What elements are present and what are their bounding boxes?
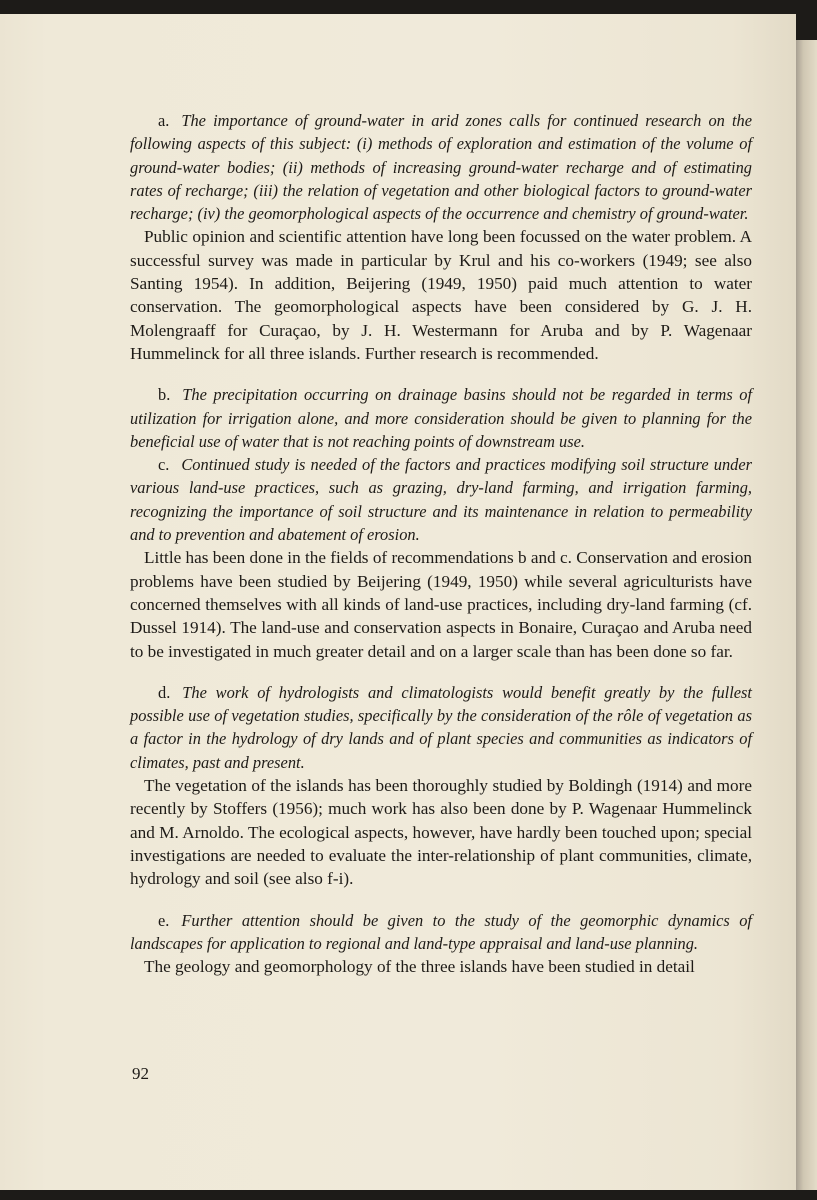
recommendation-d: [130, 681, 752, 774]
body-paragraph: Public opinion and scientific attention have long been focussed on the water problem. A successful survey was made in particular by Krul and his co-workers (1949; see also Santing 1954). In addition, Beijering (1949, 1950) paid much attention to water conservation. The geomorphological aspects have been considered by G. J. H. Molengraaff for Curaçao, by J. H. Westermann for Aruba and by P. Wagenaar Hummelinck for all three islands. Further research is recommended.: [130, 227, 752, 363]
body-paragraph: Little has been done in the fields of recommendations b and c. Conservation and erosion problems have been studied by Beijering (1949, 1950) while several agriculturists have concerned themselves with all kinds of land-use practices, including dry-land farming (cf. Dussel 1914). The land-use and conservation aspects in Bonaire, Curaçao and Aruba need to be investigated in much greater detail and on a larger scale than has been done so far.: [130, 548, 752, 661]
body-paragraph: The vegetation of the islands has been thoroughly studied by Boldingh (1914) and more recently by Stoffers (1956); much work has also been done by P. Wagenaar Hummelinck and M. Arnoldo. The ecological aspects, however, have hardly been touched upon; special investigations are needed to evaluate the inter-relationship of plant communities, climate, hydrology and soil (see also f-i).: [130, 776, 752, 889]
recommendation-text: The precipitation occurring on drainage basins should not be regarded in terms of utilization for irrigation alone, and more consideration should be given to planning for the beneficial use of water that is not reaching points of downstream use.: [130, 385, 752, 451]
recommendation-a: [130, 109, 752, 225]
recommendation-text: Continued study is needed of the factors and practices modifying soil structure under various land-use practices, such as grazing, dry-land farming, and irrigation farming, recognizing the importance of soil structure and its maintenance in relation to permeability and to prevention and abatement of erosion.: [130, 455, 752, 545]
recommendation-e: [130, 909, 752, 956]
recommendation-text: The work of hydrologists and climatologists would benefit greatly by the fullest possible use of vegetation studies, specifically by the consideration of the rôle of vegetation as a factor in the hydrology of dry lands and of plant species and communities as indicators of climates, past and present.: [130, 682, 752, 772]
recommendation-text: Further attention should be given to the study of the geomorphic dynamics of landscapes for application to regional and land-type appraisal and land-use planning.: [130, 910, 752, 953]
recommendation-letter: b.: [158, 385, 171, 405]
recommendation-letter: d.: [158, 682, 171, 702]
recommendation-letter: e.: [158, 910, 170, 930]
body-paragraph: The geology and geomorphology of the three islands have been studied in detail: [144, 957, 695, 977]
recommendation-b: [130, 383, 752, 453]
recommendation-text: The importance of ground-water in arid zones calls for continued research on the following aspects of this subject: (i) methods of exploration and estimation of the volume of ground-water bodies; (ii) methods of increasing ground-water recharge and of estimating rates of recharge; (iii) the relation of vegetation and other biological factors to ground-water recharge; (iv) the geomorphological aspects of the occurrence and chemistry of ground-water.: [130, 111, 752, 224]
page-number: 92: [132, 1064, 149, 1083]
page-text: [130, 109, 752, 978]
next-page-edge: [796, 40, 817, 1190]
recommendation-letter: a.: [158, 111, 170, 130]
recommendation-c: [130, 453, 752, 546]
recommendation-letter: c.: [158, 455, 170, 475]
book-page: [0, 14, 796, 1190]
